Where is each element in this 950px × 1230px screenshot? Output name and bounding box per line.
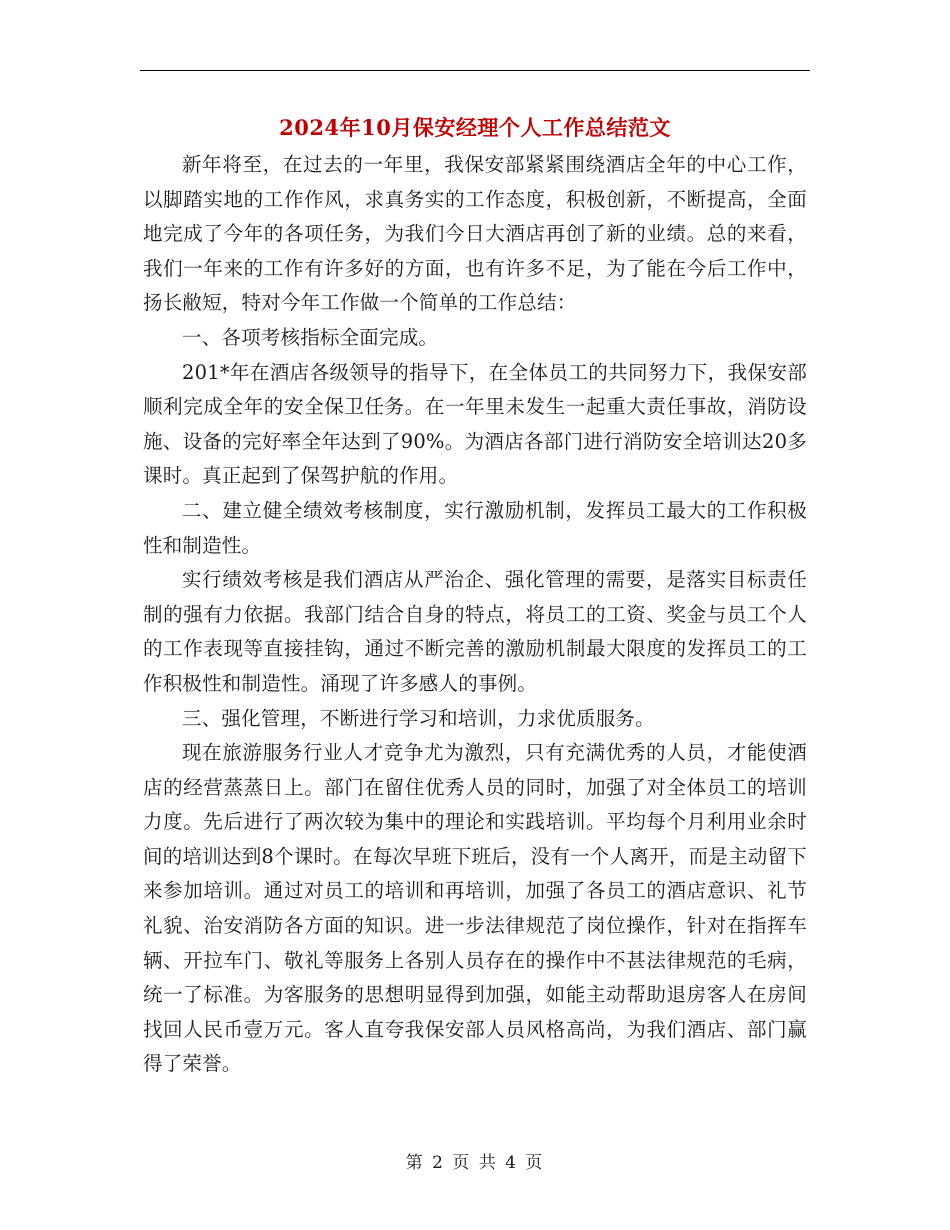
heading-section-2: 二、建立健全绩效考核制度，实行激励机制，发挥员工最大的工作积极性和制造性。: [143, 498, 807, 557]
heading-section-3: 三、强化管理，不断进行学习和培训，力求优质服务。: [182, 706, 655, 730]
paragraph-section-1: 201*年在酒店各级领导的指导下，在全体员工的共同努力下，我保安部顺利完成全年的安全保卫任务。在一年里未发生一起重大责任事故，消防设施、设备的完好率全年达到了90%。为酒店各部门进行消防安全培训达20多课时。真正起到了保驾护航的作用。: [143, 360, 807, 488]
document-title: 2024年10月保安经理个人工作总结范文: [279, 115, 671, 140]
paragraph-intro: 新年将至，在过去的一年里，我保安部紧紧围绕酒店全年的中心工作，以脚踏实地的工作作风，求真务实的工作态度，积极创新，不断提高，全面地完成了今年的各项任务，为我们今日大酒店再创了新的业绩。总的来看，我们一年来的工作有许多好的方面，也有许多不足，为了能在今后工作中，扬长敝短，特对今年工作做一个简单的工作总结：: [143, 153, 807, 315]
page-number: 第 2 页 共 4 页: [405, 1153, 545, 1173]
heading-section-1: 一、各项考核指标全面完成。: [182, 325, 439, 349]
paragraph-section-2: 实行绩效考核是我们酒店从严治企、强化管理的需要，是落实目标责任制的强有力依据。我部门结合自身的特点，将员工的工资、奖金与员工个人的工作表现等直接挂钩，通过不断完善的激励机制最大限度的发挥员工的工作积极性和制造性。涌现了许多感人的事例。: [143, 568, 807, 695]
document-body: [143, 148, 807, 1082]
paragraph-section-3: 现在旅游服务行业人才竞争尤为激烈，只有充满优秀的人员，才能使酒店的经营蒸蒸日上。部门在留住优秀人员的同时，加强了对全体员工的培训力度。先后进行了两次较为集中的理论和实践培训。平均每个月利用业余时间的培训达到8个课时。在每次早班下班后，没有一个人离开，而是主动留下来参加培训。通过对员工的培训和再培训，加强了各员工的酒店意识、礼节礼貌、治安消防各方面的知识。进一步法律规范了岗位操作，针对在指挥车辆、开拉车门、敬礼等服务上各别人员存在的操作中不甚法律规范的毛病，统一了标准。为客服务的思想明显得到加强，如能主动帮助退房客人在房间找回人民币壹万元。客人直夸我保安部人员风格高尚，为我们酒店、部门赢得了荣誉。: [143, 741, 807, 1076]
header-rule: [140, 70, 810, 71]
